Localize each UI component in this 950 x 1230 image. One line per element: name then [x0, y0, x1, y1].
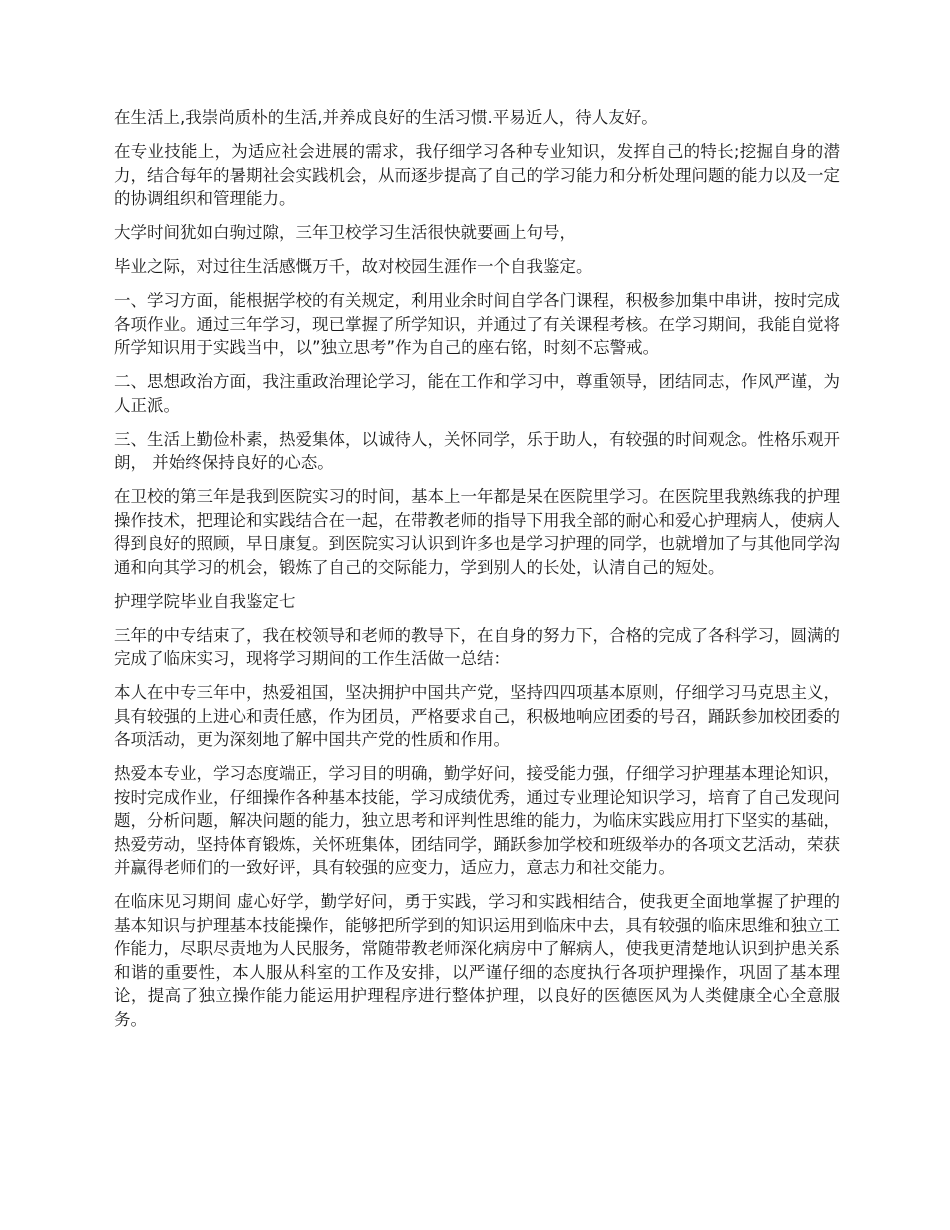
- paragraph-clinical: 在临床见习期间 虚心好学，勤学好问，勇于实践，学习和实践相结合，使我更全面地掌握了护理的基本知识与护理基本技能操作，能够把所学到的知识运用到临床中去，具有较强的临床思维和独立工作能力，尽职尽责地为人民服务，常随带教老师深化病房中了解病人，使我更清楚地认识到护患关系和谐的重要性，本人服从科室的工作及安排，以严谨仔细的态度执行各项护理操作，巩固了基本理论，提高了独立操作能力能运用护理程序进行整体护理，以良好的医德医风为人类健康全心全意服务。: [114, 892, 840, 1029]
- paragraph-internship: 在卫校的第三年是我到医院实习的时间，基本上一年都是呆在医院里学习。在医院里我熟练我的护理操作技术，把理论和实践结合在一起，在带教老师的指导下用我全部的耐心和爱心护理病人，使病人得到良好的照顾，早日康复。到医院实习认识到许多也是学习护理的同学，也就增加了与其他同学沟通和向其学习的机会，锻炼了自己的交际能力，学到别人的长处，认清自己的短处。: [114, 487, 840, 577]
- paragraph-professional-skills: 在专业技能上，为适应社会进展的需求，我仔细学习各种专业知识，发挥自己的特长;挖掘自身的潜力，结合每年的暑期社会实践机会，从而逐步提高了自己的学习能力和分析处理问题的能力以及一定的协调组织和管理能力。: [114, 142, 840, 208]
- paragraph-ideology: 本人在中专三年中，热爱祖国，坚决拥护中国共产党，坚持四四项基本原则，仔细学习马克思主义，具有较强的上进心和责任感，作为团员，严格要求自己，积极地响应团委的号召，踊跃参加校团委的各项活动，更为深刻地了解中国共产党的性质和作用。: [114, 683, 840, 749]
- paragraph-lifestyle: 三、生活上勤俭朴素，热爱集体，以诚待人，关怀同学，乐于助人，有较强的时间观念。性格乐观开朗， 并始终保持良好的心态。: [114, 429, 840, 472]
- paragraph-study: 一、学习方面，能根据学校的有关规定，利用业余时间自学各门课程，积极参加集中串讲，按时完成各项作业。通过三年学习，现已掌握了所学知识，并通过了有关课程考核。在学习期间，我能自觉将所学知识用于实践当中，以”独立思考”作为自己的座右铭，时刻不忘警戒。: [114, 291, 840, 357]
- paragraph-summary-intro: 三年的中专结束了，我在校领导和老师的教导下，在自身的努力下，合格的完成了各科学习，圆满的完成了临床实习，现将学习期间的工作生活做一总结：: [114, 625, 840, 668]
- paragraph-life: 在生活上,我崇尚质朴的生活,并养成良好的生活习惯.平易近人，待人友好。: [114, 108, 658, 127]
- document-body: [114, 106, 840, 1042]
- paragraph-politics: 二、思想政治方面，我注重政治理论学习，能在工作和学习中，尊重领导，团结同志，作风严谨，为人正派。: [114, 372, 840, 415]
- paragraph-major: 热爱本专业，学习态度端正，学习目的明确，勤学好问，接受能力强，仔细学习护理基本理论知识，按时完成作业，仔细操作各种基本技能，学习成绩优秀，通过专业理论知识学习，培育了自己发现问题，分析问题，解决问题的能力，独立思考和评判性思维的能力，为临床实践应用打下坚实的基础，热爱劳动，坚持体育锻炼，关怀班集体，团结同学，踊跃参加学校和班级举办的各项文艺活动，荣获并赢得老师们的一致好评，具有较强的应变力，适应力，意志力和社交能力。: [114, 764, 840, 877]
- paragraph-university-time: 大学时间犹如白驹过隙，三年卫校学习生活很快就要画上句号，: [114, 223, 576, 242]
- section-heading: 护理学院毕业自我鉴定七: [114, 591, 296, 611]
- paragraph-graduation: 毕业之际，对过往生活感慨万千，故对校园生涯作一个自我鉴定。: [114, 257, 593, 276]
